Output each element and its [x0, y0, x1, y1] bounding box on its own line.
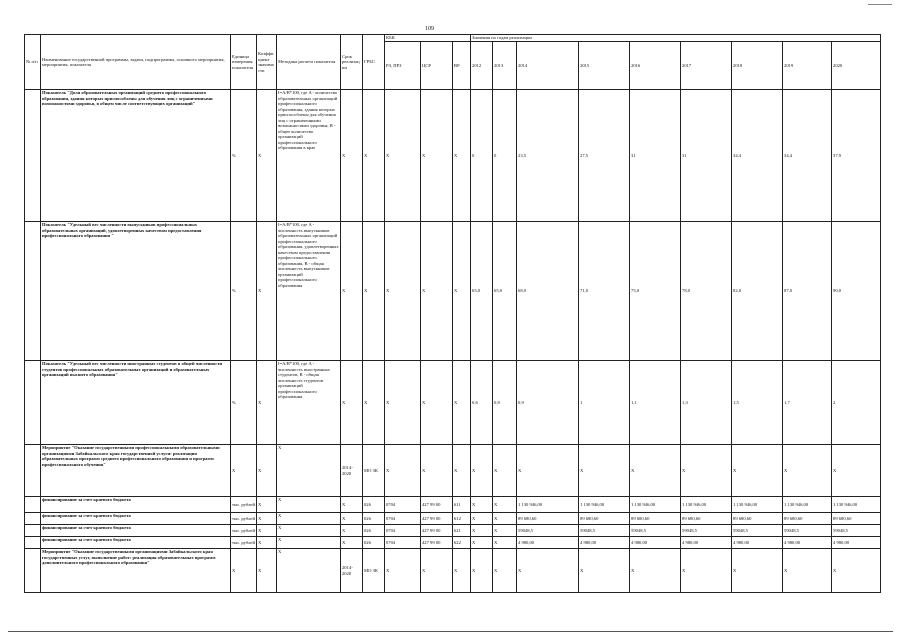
row-vr-cell: X [453, 549, 471, 593]
row-deadline-cell: X [341, 90, 363, 222]
row-rz-cell: X [385, 361, 421, 445]
row-year-value-cell: 59048,5 [832, 525, 881, 537]
row-num-cell [25, 90, 41, 222]
row-year-value-cell: 90,0 [832, 222, 881, 361]
row-year-value-cell: 82,0 [732, 222, 783, 361]
row-csr-cell: 427 99 00 [421, 537, 453, 549]
row-year-value-cell: X [681, 549, 732, 593]
row-year-value-cell: 78,0 [681, 222, 732, 361]
header-values-by-year: Значения по годам реализации [471, 35, 881, 42]
row-year-value-cell: 59048,5 [579, 525, 630, 537]
row-num-cell [25, 445, 41, 497]
row-name-cell: финансирование за счет краевого бюджета [41, 513, 231, 525]
row-name-cell: финансирование за счет краевого бюджета [41, 525, 231, 537]
table-body [25, 90, 881, 593]
row-csr-cell: X [421, 361, 453, 445]
row-year-value-cell: 1,5 [732, 361, 783, 445]
header-coef: Коэффициент значимости [257, 35, 277, 90]
row-year-value-cell: 1,7 [783, 361, 832, 445]
row-unit-cell: тыс. рублей [231, 537, 257, 549]
row-year-value-cell: 1 130 946,00 [517, 497, 579, 513]
header-deadline: Срок реализации [341, 35, 363, 90]
row-year-value-cell: 89 680,60 [579, 513, 630, 525]
row-year-value-cell: X [471, 445, 493, 497]
row-year-value-cell: X [783, 549, 832, 593]
row-coef-cell: X [257, 90, 277, 222]
row-vr-cell: 612 [453, 513, 471, 525]
table-row [25, 549, 881, 593]
row-year-value-cell: 59048,5 [517, 525, 579, 537]
row-year-value-cell: X [579, 445, 630, 497]
row-year-value-cell: X [630, 445, 681, 497]
row-unit-cell: тыс. рублей [231, 525, 257, 537]
row-method-cell: I=A/B*100, где A - количество образовательных организаций профессионального образования, здания которых приспособлены для обучения лиц с ограниченными возможностями здоровья; B - общее количество организаций профессионального образования в крае [277, 90, 341, 222]
row-year-value-cell: 59048,5 [630, 525, 681, 537]
row-name-cell: Мероприятие "Оказание государственными организациями Забайкальского края государственных услуг, выполнение работ: реализация образовательных программ дополнительного профессионального образования" [41, 549, 231, 593]
page-number: 109 [425, 26, 434, 32]
header-year: 2014 [517, 42, 579, 90]
row-year-value-cell: X [732, 445, 783, 497]
row-year-value-cell: X [493, 445, 517, 497]
header-year: 2019 [783, 42, 832, 90]
row-year-value-cell: 87,0 [783, 222, 832, 361]
row-year-value-cell: X [493, 497, 517, 513]
row-year-value-cell: 31 [630, 90, 681, 222]
row-grbs-cell: 026 [363, 525, 385, 537]
row-num-cell [25, 525, 41, 537]
row-vr-cell: 622 [453, 537, 471, 549]
row-num-cell [25, 361, 41, 445]
row-year-value-cell: 23,5 [517, 90, 579, 222]
row-year-value-cell: 4 980,00 [783, 537, 832, 549]
row-grbs-cell: МО ЗК [363, 445, 385, 497]
row-year-value-cell: 71,0 [579, 222, 630, 361]
row-year-value-cell: X [471, 549, 493, 593]
table-row [25, 90, 881, 222]
table-row [25, 361, 881, 445]
row-method-cell: X [277, 549, 341, 593]
row-year-value-cell: X [493, 549, 517, 593]
row-method-cell: X [277, 537, 341, 549]
row-coef-cell: X [257, 361, 277, 445]
row-csr-cell: 427 99 00 [421, 497, 453, 513]
row-year-value-cell: X [493, 537, 517, 549]
row-year-value-cell: X [732, 549, 783, 593]
row-year-value-cell: 89 680,60 [783, 513, 832, 525]
row-vr-cell: X [453, 445, 471, 497]
row-year-value-cell: 37,9 [832, 90, 881, 222]
row-year-value-cell: 59048,5 [732, 525, 783, 537]
row-year-value-cell: X [832, 445, 881, 497]
row-coef-cell: X [257, 497, 277, 513]
header-kbk: КБК [385, 35, 471, 42]
row-year-value-cell: 1 130 946,00 [579, 497, 630, 513]
row-deadline-cell: X [341, 361, 363, 445]
row-rz-cell: 0704 [385, 537, 421, 549]
row-year-value-cell: X [493, 525, 517, 537]
header-csr: ЦСР [421, 42, 453, 90]
table-row [25, 445, 881, 497]
header-year: 2015 [579, 42, 630, 90]
header-year: 2017 [681, 42, 732, 90]
row-year-value-cell: 0 [471, 90, 493, 222]
row-coef-cell: X [257, 525, 277, 537]
row-year-value-cell: 1 130 946,00 [630, 497, 681, 513]
row-csr-cell: X [421, 549, 453, 593]
row-unit-cell: % [231, 361, 257, 445]
row-unit-cell: X [231, 549, 257, 593]
row-num-cell [25, 537, 41, 549]
row-year-value-cell: X [517, 445, 579, 497]
row-year-value-cell: 89 680,60 [832, 513, 881, 525]
row-year-value-cell: 65,0 [471, 222, 493, 361]
header-method: Методика расчета показателя [277, 35, 341, 90]
row-year-value-cell: 59048,5 [681, 525, 732, 537]
row-unit-cell: X [231, 445, 257, 497]
row-num-cell [25, 222, 41, 361]
row-method-cell: I=A/B*100, где A - численность иностранных студентов, B - общая численность студентов организаций профессионального образования [277, 361, 341, 445]
table-row [25, 513, 881, 525]
row-grbs-cell: X [363, 361, 385, 445]
row-method-cell: X [277, 445, 341, 497]
row-method-cell: X [277, 525, 341, 537]
table-row [25, 497, 881, 513]
row-year-value-cell: 89 680,60 [681, 513, 732, 525]
row-year-value-cell: X [517, 549, 579, 593]
row-year-value-cell: 34,4 [732, 90, 783, 222]
row-method-cell: X [277, 513, 341, 525]
row-rz-cell: X [385, 222, 421, 361]
header-year: 2012 [471, 42, 493, 90]
header-year: 2018 [732, 42, 783, 90]
row-year-value-cell: X [630, 549, 681, 593]
bottom-rule [8, 631, 893, 632]
row-year-value-cell: 89 680,60 [732, 513, 783, 525]
row-grbs-cell: X [363, 90, 385, 222]
row-rz-cell: 0704 [385, 497, 421, 513]
row-rz-cell: 0704 [385, 513, 421, 525]
row-year-value-cell: 1 130 946,00 [681, 497, 732, 513]
row-year-value-cell: X [681, 445, 732, 497]
row-year-value-cell: 1 130 946,00 [732, 497, 783, 513]
row-year-value-cell: 0 [493, 90, 517, 222]
row-unit-cell: % [231, 90, 257, 222]
row-year-value-cell: X [493, 513, 517, 525]
row-year-value-cell: 4 980,00 [579, 537, 630, 549]
row-name-cell: Показатель "Доля образовательных организаций среднего профессионального образования, здания которых приспособлены для обучения лиц с ограниченными возможностями здоровья, в общем числе соответствующих организаций" [41, 90, 231, 222]
header-grbs: ГРБС [363, 35, 385, 90]
row-year-value-cell: 0,8 [493, 361, 517, 445]
row-csr-cell: X [421, 90, 453, 222]
row-year-value-cell: X [783, 445, 832, 497]
header-name: Наименование государственной программы, задачи, подпрограммы, основного мероприятия, мероприятия, показателя [41, 35, 231, 90]
header-year: 2013 [493, 42, 517, 90]
row-rz-cell: X [385, 445, 421, 497]
row-deadline-cell: X [341, 525, 363, 537]
row-year-value-cell: 75,0 [630, 222, 681, 361]
row-year-value-cell: 4 980,00 [681, 537, 732, 549]
header-year: 2016 [630, 42, 681, 90]
row-year-value-cell: 65,0 [493, 222, 517, 361]
header-rz-prz: РЗ, ПРЗ [385, 42, 421, 90]
row-unit-cell: тыс. рублей [231, 497, 257, 513]
row-year-value-cell: 1,1 [630, 361, 681, 445]
row-vr-cell: 621 [453, 525, 471, 537]
row-name-cell: Показатель "Удельный вес численности иностранных студентов в общей численности студентов профессиональных образовательных организаций и образовательных организаций высшего образования" [41, 361, 231, 445]
row-year-value-cell: 59048,5 [783, 525, 832, 537]
row-year-value-cell: 4 980,00 [832, 537, 881, 549]
row-year-value-cell: 4 980,00 [732, 537, 783, 549]
row-deadline-cell: 2014-2020 [341, 445, 363, 497]
row-year-value-cell: X [471, 525, 493, 537]
row-method-cell: X [277, 497, 341, 513]
corner-line [868, 4, 892, 5]
row-year-value-cell: 1 [579, 361, 630, 445]
row-num-cell [25, 513, 41, 525]
row-coef-cell: X [257, 513, 277, 525]
row-deadline-cell: X [341, 497, 363, 513]
table-row [25, 525, 881, 537]
row-unit-cell: тыс. рублей [231, 513, 257, 525]
row-year-value-cell: 89 680,60 [630, 513, 681, 525]
row-rz-cell: 0704 [385, 525, 421, 537]
row-year-value-cell: 68,0 [517, 222, 579, 361]
row-vr-cell: X [453, 90, 471, 222]
row-csr-cell: X [421, 222, 453, 361]
row-coef-cell: X [257, 222, 277, 361]
row-year-value-cell: X [471, 497, 493, 513]
row-deadline-cell: X [341, 513, 363, 525]
row-deadline-cell: X [341, 222, 363, 361]
row-csr-cell: X [421, 445, 453, 497]
row-deadline-cell: X [341, 537, 363, 549]
row-deadline-cell: 2014-2020 [341, 549, 363, 593]
header-year: 2020 [832, 42, 881, 90]
row-year-value-cell: 1 130 946,00 [832, 497, 881, 513]
row-grbs-cell: 026 [363, 497, 385, 513]
header-unit: Единица измерения показателя [231, 35, 257, 90]
row-rz-cell: X [385, 90, 421, 222]
row-method-cell: I=A/B*100, где A - численность выпускников образовательных организаций профессионального образования, удовлетворенных качеством предоставления профессионального образования, B - общая численность выпускников организаций профессионального образования [277, 222, 341, 361]
row-year-value-cell: 4 980,00 [630, 537, 681, 549]
row-rz-cell: X [385, 549, 421, 593]
row-name-cell: финансирование за счет краевого бюджета [41, 497, 231, 513]
row-grbs-cell: 026 [363, 513, 385, 525]
program-table [24, 34, 881, 593]
row-grbs-cell: 026 [363, 537, 385, 549]
row-year-value-cell: X [832, 549, 881, 593]
row-year-value-cell: 2 [832, 361, 881, 445]
table-row [25, 222, 881, 361]
row-year-value-cell: 27,5 [579, 90, 630, 222]
row-vr-cell: 611 [453, 497, 471, 513]
row-year-value-cell: X [471, 513, 493, 525]
row-year-value-cell: 4 980,00 [517, 537, 579, 549]
row-year-value-cell: 1 130 946,00 [783, 497, 832, 513]
row-num-cell [25, 549, 41, 593]
row-name-cell: Мероприятие "Оказание государственными профессиональными образовательными организациями Забайкальского края государственной услуги: реализация образовательных программ среднего профессионального образования и программ профессионального обучения" [41, 445, 231, 497]
row-year-value-cell: 31 [681, 90, 732, 222]
row-name-cell: финансирование за счет краевого бюджета [41, 537, 231, 549]
row-csr-cell: 427 99 00 [421, 525, 453, 537]
row-vr-cell: X [453, 222, 471, 361]
row-year-value-cell: X [471, 537, 493, 549]
row-coef-cell: X [257, 549, 277, 593]
table-header [25, 35, 881, 90]
row-year-value-cell: 34,4 [783, 90, 832, 222]
row-grbs-cell: МО ЗК [363, 549, 385, 593]
row-csr-cell: 427 99 00 [421, 513, 453, 525]
row-year-value-cell: X [579, 549, 630, 593]
row-num-cell [25, 497, 41, 513]
header-num: № п/п [25, 35, 41, 90]
row-vr-cell: X [453, 361, 471, 445]
row-year-value-cell: 0,9 [517, 361, 579, 445]
row-year-value-cell: 0,6 [471, 361, 493, 445]
row-year-value-cell: 1,3 [681, 361, 732, 445]
row-grbs-cell: X [363, 222, 385, 361]
row-unit-cell: % [231, 222, 257, 361]
row-name-cell: Показатель "Удельный вес численности выпускников профессиональных образовательных организаций, удовлетворенных качеством предоставления профессионального образования " [41, 222, 231, 361]
row-coef-cell: X [257, 537, 277, 549]
row-coef-cell: X [257, 445, 277, 497]
table-row [25, 537, 881, 549]
row-year-value-cell: 89 680,60 [517, 513, 579, 525]
header-vr: ВР [453, 42, 471, 90]
